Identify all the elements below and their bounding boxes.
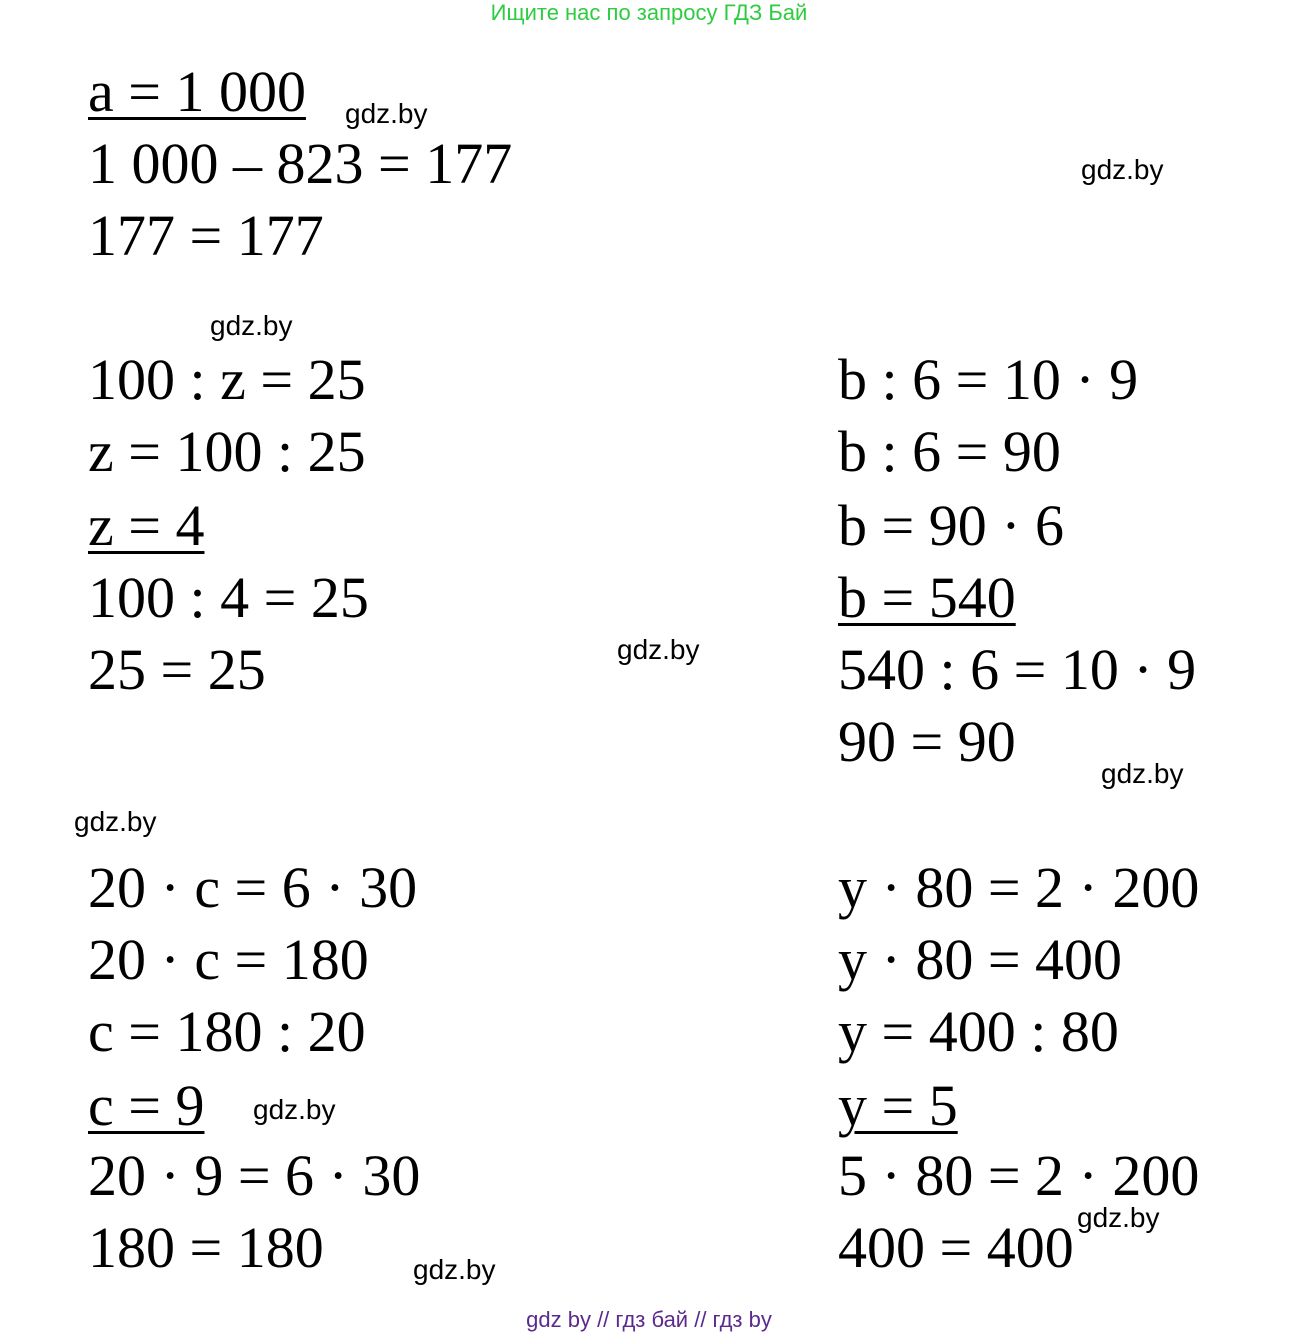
- equation-b-check: 540 : 6 = 10 · 9: [838, 637, 1197, 702]
- equation-z-result: 25 = 25: [88, 637, 266, 702]
- equation-z-1: 100 : z = 25: [88, 347, 366, 412]
- equation-c-check: 20 · 9 = 6 · 30: [88, 1143, 421, 1208]
- equation-c-result: 180 = 180: [88, 1215, 324, 1280]
- equation-a-answer: a = 1 000: [88, 59, 306, 124]
- equation-z-answer: z = 4: [88, 493, 205, 558]
- equation-y-check: 5 · 80 = 2 · 200: [838, 1143, 1200, 1208]
- equation-y-answer: y = 5: [838, 1073, 958, 1138]
- equation-y-3: y = 400 : 80: [838, 999, 1119, 1064]
- watermark: gdz.by: [210, 310, 293, 341]
- equation-a-check: 1 000 – 823 = 177: [88, 131, 513, 196]
- equation-z-2: z = 100 : 25: [88, 419, 366, 484]
- equation-y-1: y · 80 = 2 · 200: [838, 855, 1200, 920]
- equation-z-check: 100 : 4 = 25: [88, 565, 369, 630]
- watermark: gdz.by: [413, 1254, 496, 1285]
- equation-b-2: b : 6 = 90: [838, 419, 1061, 484]
- watermark: gdz.by: [1081, 154, 1164, 185]
- equation-c-3: c = 180 : 20: [88, 999, 366, 1064]
- watermark: gdz.by: [1101, 758, 1184, 789]
- watermark: gdz.by: [345, 98, 428, 129]
- watermark: gdz.by: [617, 634, 700, 665]
- equation-b-3: b = 90 · 6: [838, 493, 1065, 558]
- watermark: gdz.by: [253, 1094, 336, 1125]
- search-banner: Ищите нас по запросу ГДЗ Бай: [490, 0, 808, 25]
- equation-a-result: 177 = 177: [88, 203, 324, 268]
- equation-y-result: 400 = 400: [838, 1215, 1074, 1280]
- equation-c-answer: c = 9: [88, 1073, 205, 1138]
- watermark: gdz.by: [74, 806, 157, 837]
- equation-b-1: b : 6 = 10 · 9: [838, 347, 1139, 412]
- equation-c-2: 20 · c = 180: [88, 927, 369, 992]
- equation-y-2: y · 80 = 400: [838, 927, 1123, 992]
- watermark: gdz.by: [1077, 1202, 1160, 1233]
- equation-b-result: 90 = 90: [838, 709, 1016, 774]
- footer-links: gdz by // гдз бай // гдз by: [526, 1307, 772, 1332]
- equation-c-1: 20 · c = 6 · 30: [88, 855, 418, 920]
- equation-b-answer: b = 540: [838, 565, 1016, 630]
